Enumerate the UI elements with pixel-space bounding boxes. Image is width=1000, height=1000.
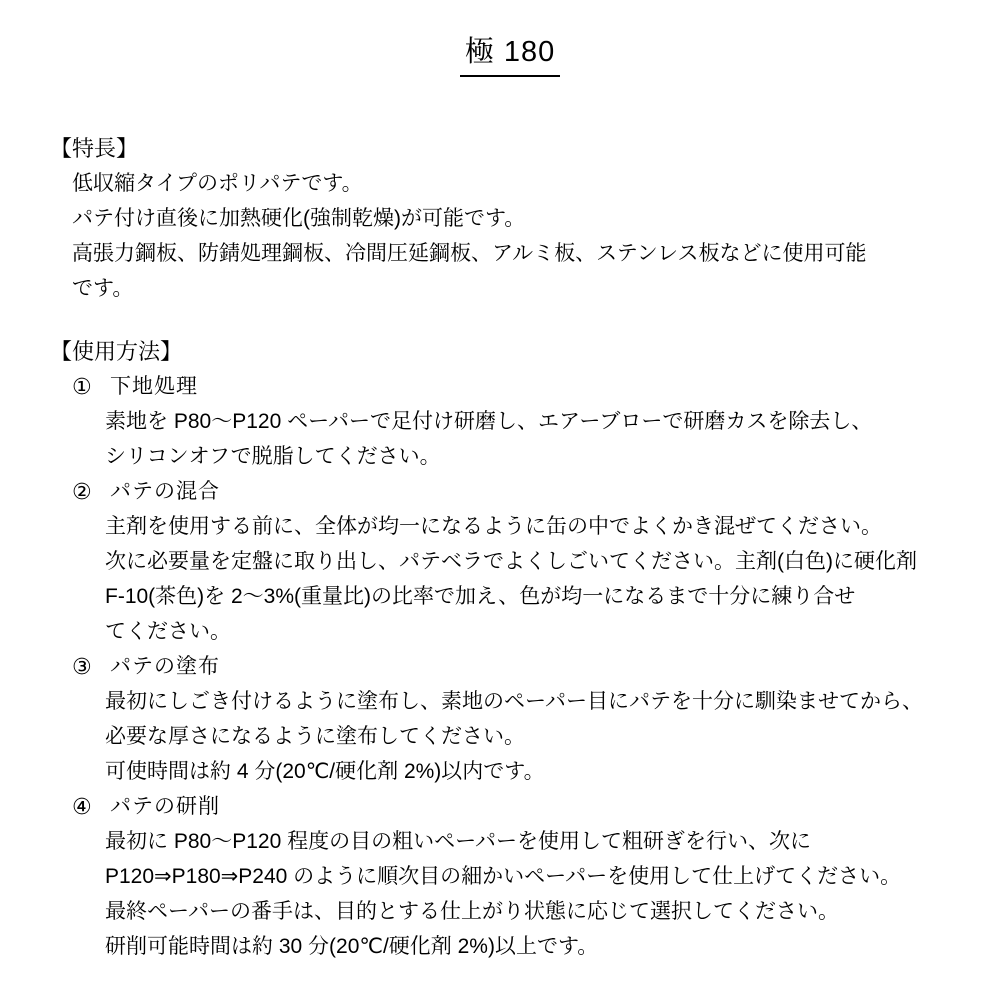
usage-step-3 [50,649,970,789]
step-number: ③ [72,654,92,679]
step-line: 最終ペーパーの番手は、目的とする仕上がり状態に応じて選択してください。 [105,900,839,923]
step-line: 必要な厚さになるように塗布してください。 [105,725,525,748]
step-line: 主剤を使用する前に、全体が均一になるように缶の中でよくかき混ぜてください。 [105,515,882,538]
step-line: P120⇒P180⇒P240 のように順次目の細かいペーパーを使用して仕上げてください。 [105,865,902,888]
feature-line: パテ付け直後に加熱硬化(強制乾燥)が可能です。 [72,207,526,230]
step-line: 可使時間は約 4 分(20℃/硬化剤 2%)以内です。 [105,760,545,783]
step-line: シリコンオフで脱脂してください。 [105,445,441,468]
step-body [50,404,970,474]
step-line: 研削可能時間は約 30 分(20℃/硬化剤 2%)以上です。 [105,935,599,958]
step-head [50,369,970,404]
step-line: 最初に P80〜P120 程度の目の粗いペーパーを使用して粗研ぎを行い、次に [105,830,812,853]
step-line: F-10(茶色)を 2〜3%(重量比)の比率で加え、色が均一になるまで十分に練り合せ [105,585,856,608]
usage-step-1 [50,369,970,474]
step-head [50,474,970,509]
step-title: パテの混合 [110,480,220,503]
step-line: 素地を P80〜P120 ペーパーで足付け研磨し、エアーブローで研磨カスを除去し、 [105,410,873,433]
step-head [50,789,970,824]
usage-step-4 [50,789,970,964]
step-line: 次に必要量を定盤に取り出し、パテベラでよくしごいてください。主剤(白色)に硬化剤 [105,550,917,573]
page-title: 極 180 [460,32,560,77]
features-section [50,131,970,306]
step-line: てください。 [105,620,231,643]
feature-line: です。 [72,277,134,300]
feature-line: 低収縮タイプのポリパテです。 [72,172,363,195]
step-title: パテの塗布 [110,655,220,678]
title-row [50,32,970,77]
usage-heading: 【使用方法】 [50,339,183,364]
step-title: 下地処理 [110,375,198,398]
step-number: ② [72,479,92,504]
features-heading: 【特長】 [50,136,139,161]
usage-section [50,334,970,964]
usage-step-2 [50,474,970,649]
features-body [50,166,970,306]
step-body [50,509,970,649]
step-body [50,824,970,964]
feature-line: 高張力鋼板、防錆処理鋼板、冷間圧延鋼板、アルミ板、ステンレス板などに使用可能 [72,242,867,265]
step-line: 最初にしごき付けるように塗布し、素地のペーパー目にパテを十分に馴染ませてから、 [105,690,923,713]
step-number: ④ [72,794,92,819]
step-title: パテの研削 [110,795,220,818]
step-body [50,684,970,789]
step-number: ① [72,374,92,399]
step-head [50,649,970,684]
